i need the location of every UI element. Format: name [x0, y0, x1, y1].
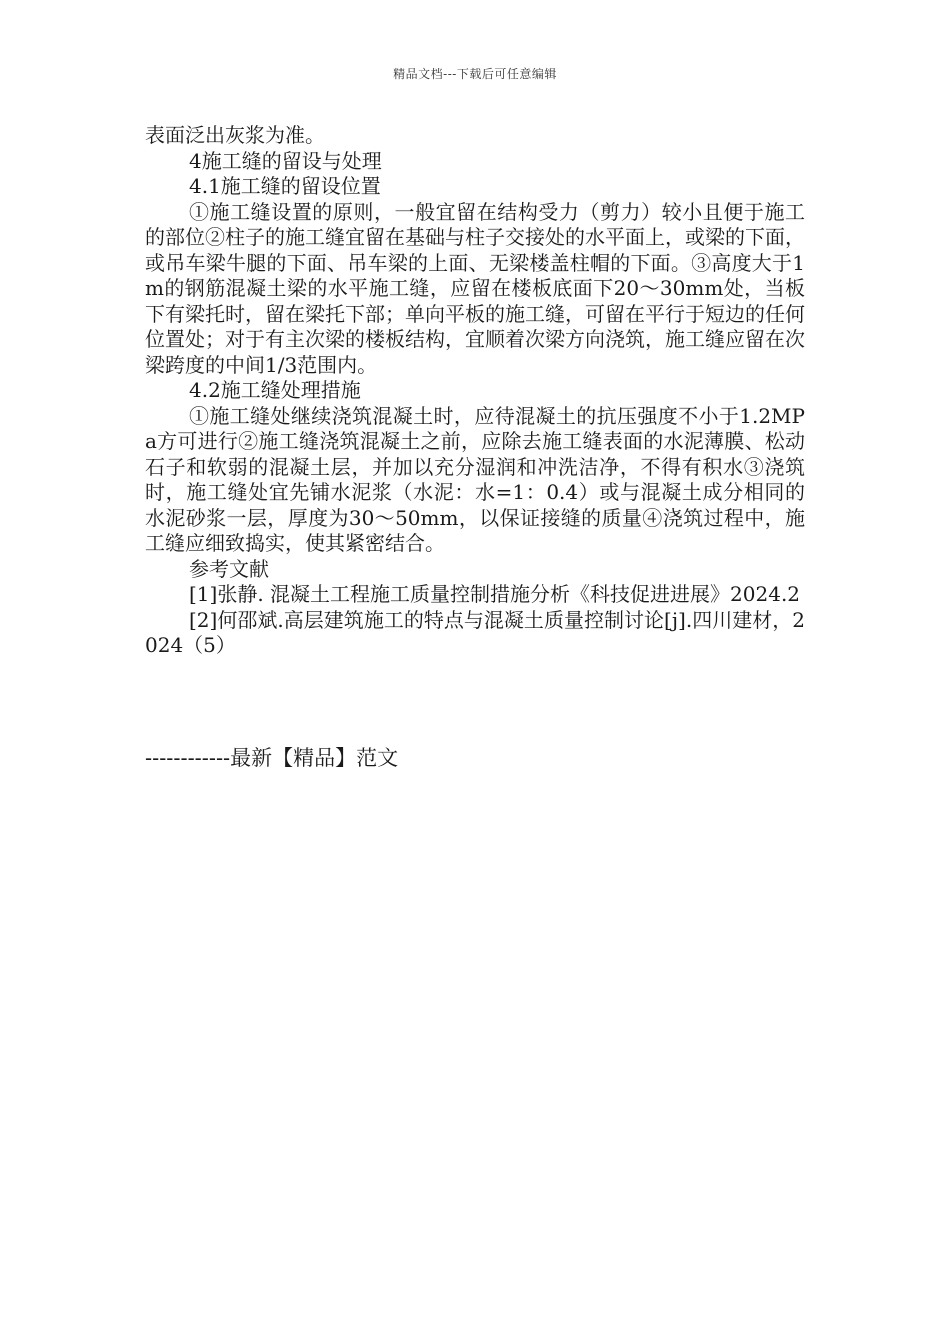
- reference-item: [1]张静. 混凝土工程施工质量控制措施分析《科技促进进展》2024.2: [189, 582, 801, 606]
- section-4-heading: 4施工缝的留设与处理: [189, 148, 382, 173]
- section-4-1-heading: 4.1施工缝的留设位置: [189, 174, 381, 198]
- document-body: [145, 123, 805, 659]
- page-header: 精品文档---下载后可任意编辑: [393, 67, 557, 81]
- continuation-paragraph: 表面泛出灰浆为准。: [145, 123, 325, 147]
- section-4-2-heading: 4.2施工缝处理措施: [189, 378, 361, 402]
- reference-item: [2]何邵斌.高层建筑施工的特点与混凝土质量控制讨论[j].四川建材，2024（5）: [145, 607, 805, 657]
- references-heading: 参考文献: [189, 556, 269, 581]
- page-footer: ------------最新【精品】范文: [145, 746, 399, 770]
- section-4-1-paragraph: ①施工缝设置的原则，一般宜留在结构受力（剪力）较小且便于施工的部位②柱子的施工缝宜留在基础与柱子交接处的水平面上，或梁的下面，或吊车梁牛腿的下面、吊车梁的上面、无梁楼盖柱帽的下面。③高度大于1m的钢筋混凝土梁的水平施工缝，应留在楼板底面下20～30mm处，当板下有梁托时，留在梁托下部；单向平板的施工缝，可留在平行于短边的任何位置处；对于有主次梁的楼板结构，宜顺着次梁方向浇筑，施工缝应留在次梁跨度的中间1/3范围内。: [145, 199, 805, 377]
- section-4-2-paragraph: ①施工缝处继续浇筑混凝土时，应待混凝土的抗压强度不小于1.2MPa方可进行②施工缝浇筑混凝土之前，应除去施工缝表面的水泥薄膜、松动石子和软弱的混凝土层，并加以充分湿润和冲洗洁净，不得有积水③浇筑时，施工缝处宜先铺水泥浆（水泥：水=1：0.4）或与混凝土成分相同的水泥砂浆一层，厚度为30～50mm，以保证接缝的质量④浇筑过程中，施工缝应细致捣实，使其紧密结合。: [145, 403, 805, 555]
